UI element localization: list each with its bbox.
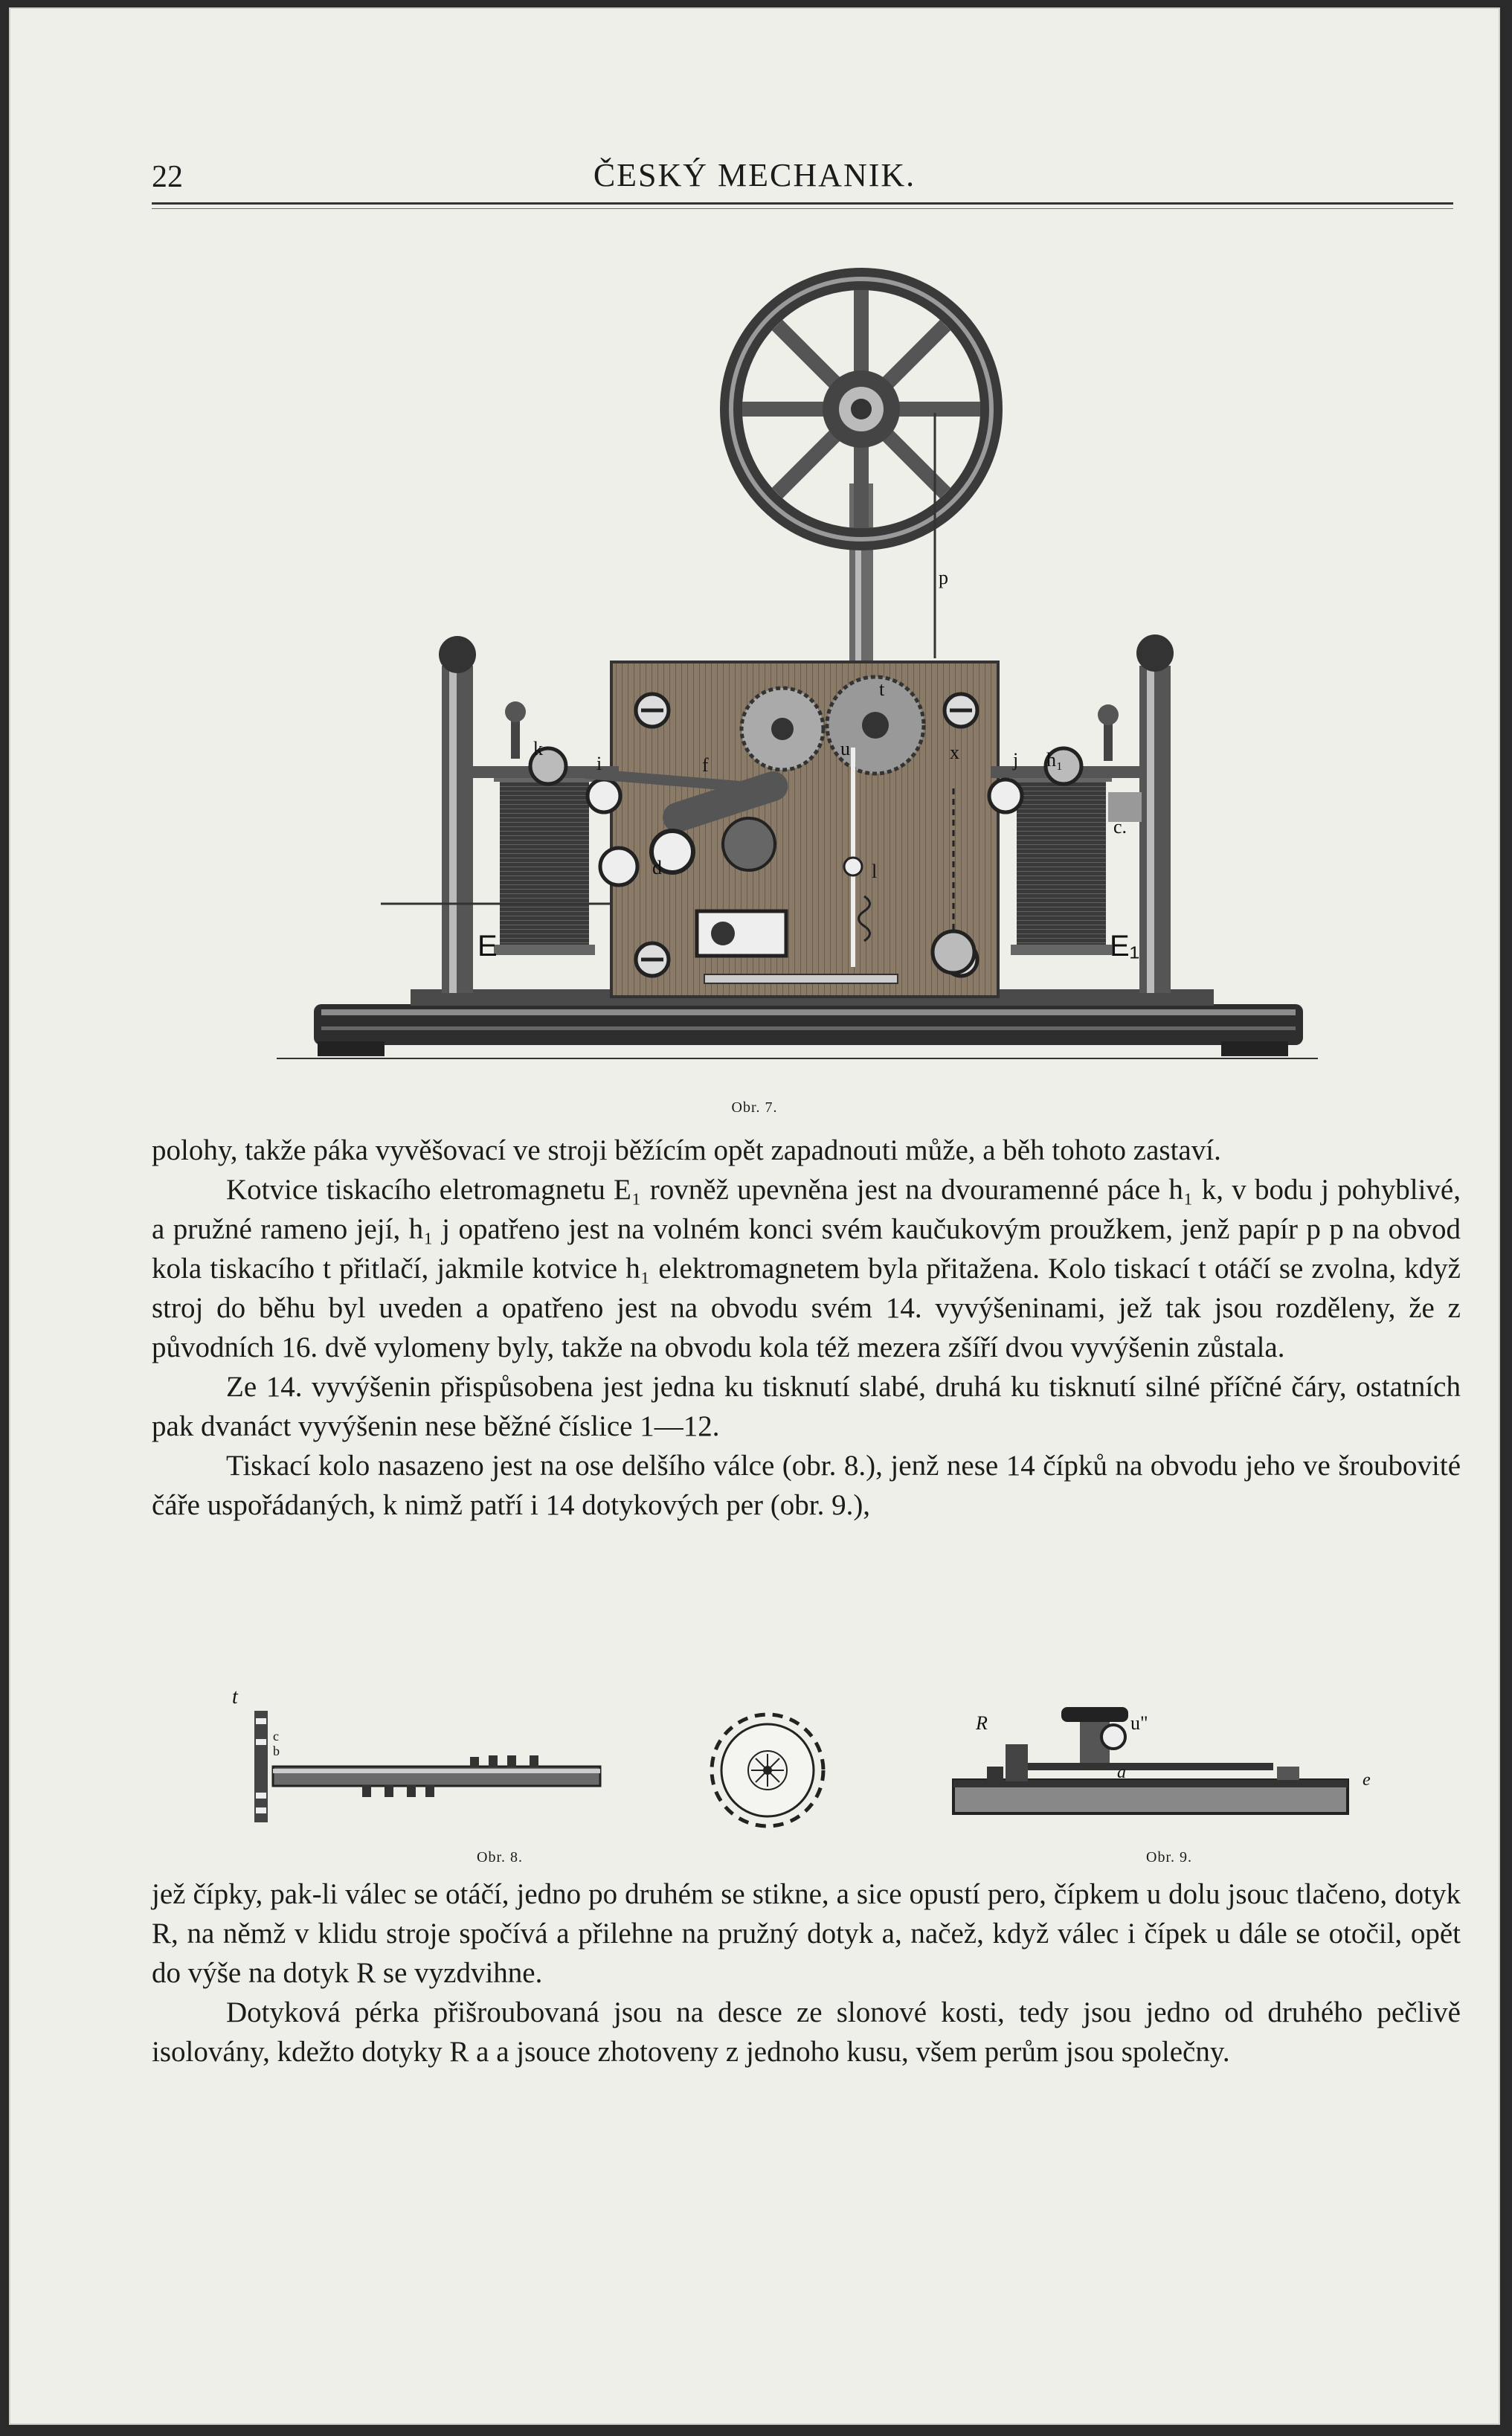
body-text-bottom xyxy=(152,1874,1461,2072)
fig7-label-d: d xyxy=(652,857,662,878)
fig7-label-t: t xyxy=(879,678,885,700)
paragraph: Kotvice tiskacího eletromagnetu E₁ rovněž upevněna jest na dvouramenné páce h₁ k, v bodu j pohyblivé, a pružné rameno její, h₁ j opatřeno jest na volném konci svém kaučukovým proužkem, jenž papír p p na obvod kola tiskacího t přitlačí, jakmile kotvice h₁ elektromagnetem byla přitažena. Kolo tiskací t otáčí se zvolna, když stroj do běhu byl uveden a opatřeno jest na obvodu svém 14. vyvýšeninami, jež tak jsou rozděleny, že z původních 16. dvě vylomeny byly, takže na obvodu kola též mezera zšíří dvou vyvýšenin zůstala. xyxy=(152,1174,1461,1363)
left-pillar xyxy=(442,666,473,993)
fig7-label-x: x xyxy=(950,742,959,763)
fig7-label-f: f xyxy=(702,754,709,776)
fig7-label-k: k xyxy=(533,738,543,759)
spoked-wheel xyxy=(731,279,991,539)
paragraph: Tiskací kolo nasazeno jest na ose delšího válce (obr. 8.), jenž nese 14 čípků na obvodu jeho ve šroubovité čáře uspořádaných, k nimž patří i 14 dotykových per (obr. 9.), xyxy=(152,1450,1461,1521)
fig8-label-b: b xyxy=(273,1744,280,1758)
fig7-label-E: E xyxy=(477,930,498,962)
fig8-label-c: c xyxy=(273,1729,279,1744)
fig7-label-p: p xyxy=(939,567,948,588)
fig9-label-a: a xyxy=(1117,1763,1126,1782)
fig7-label-u: u xyxy=(840,738,850,759)
header-rule xyxy=(152,202,1453,205)
electromagnet-E1 xyxy=(1017,777,1106,948)
figure-9-contact-springs xyxy=(931,1692,1392,1830)
fig7-label-h1: h₁ xyxy=(1046,749,1064,771)
running-title: ČESKÝ MECHANIK. xyxy=(593,157,916,193)
fig7-label-E1: E₁ xyxy=(1110,930,1140,962)
fig8-label-t: t xyxy=(232,1685,238,1709)
figure-7-caption: Obr. 7. xyxy=(731,1099,778,1116)
right-pillar xyxy=(1139,666,1171,993)
header-rule-thin xyxy=(152,208,1453,209)
page-number: 22 xyxy=(152,160,183,194)
fig7-label-i: i xyxy=(596,753,602,774)
paragraph-continuation: jež čípky, pak-li válec se otáčí, jedno po druhém se stikne, a sice opustí pero, čípkem u dolu jsouc tlačeno, dotyk R, na němž v klidu stroje spočívá a přilehne na pružný dotyk a, načež, když válec i čípek u dále se otočil, opět do výše na dotyk R se vyzdvihne. xyxy=(152,1878,1461,1989)
fig7-label-j: j xyxy=(1013,749,1019,771)
fig7-label-c: c. xyxy=(1113,816,1127,838)
figure-8-printing-cylinder xyxy=(232,1681,842,1852)
printing-wheel-end-view xyxy=(712,1714,823,1826)
figure-9-caption: Obr. 9. xyxy=(1146,1849,1192,1865)
fig7-label-l: l xyxy=(872,861,878,882)
paragraph: Ze 14. vyvýšenin přispůsobena jest jedna ku tisknutí slabé, druhá ku tisknutí silné příčné čáry, ostatních pak dvanáct vyvýšenin nese běžné číslice 1—12. xyxy=(152,1371,1461,1442)
right-pillar-knob xyxy=(1136,634,1174,672)
figure-8-caption: Obr. 8. xyxy=(477,1849,523,1865)
paragraph-continuation: polohy, takže páka vyvěšovací ve stroji běžícím opět zapadnouti může, a běh tohoto zastaví. xyxy=(152,1134,1221,1166)
book-page xyxy=(9,7,1500,2425)
figure-7-telegraph-apparatus xyxy=(277,242,1318,1090)
fig9-label-R: R xyxy=(976,1712,988,1734)
body-text-top xyxy=(152,1131,1461,1525)
electromagnet-E xyxy=(500,777,589,948)
fig9-label-e: e xyxy=(1363,1770,1371,1790)
left-pillar-knob xyxy=(439,636,476,673)
paragraph: Dotyková pérka přišroubovaná jsou na desce ze slonové kosti, tedy jsou jedno od druhého pečlivě isolovány, kdežto dotyky R a a jsouce zhotoveny z jednoho kusu, všem perům jsou společny. xyxy=(152,1996,1461,2068)
fig9-label-u: u" xyxy=(1130,1712,1148,1734)
